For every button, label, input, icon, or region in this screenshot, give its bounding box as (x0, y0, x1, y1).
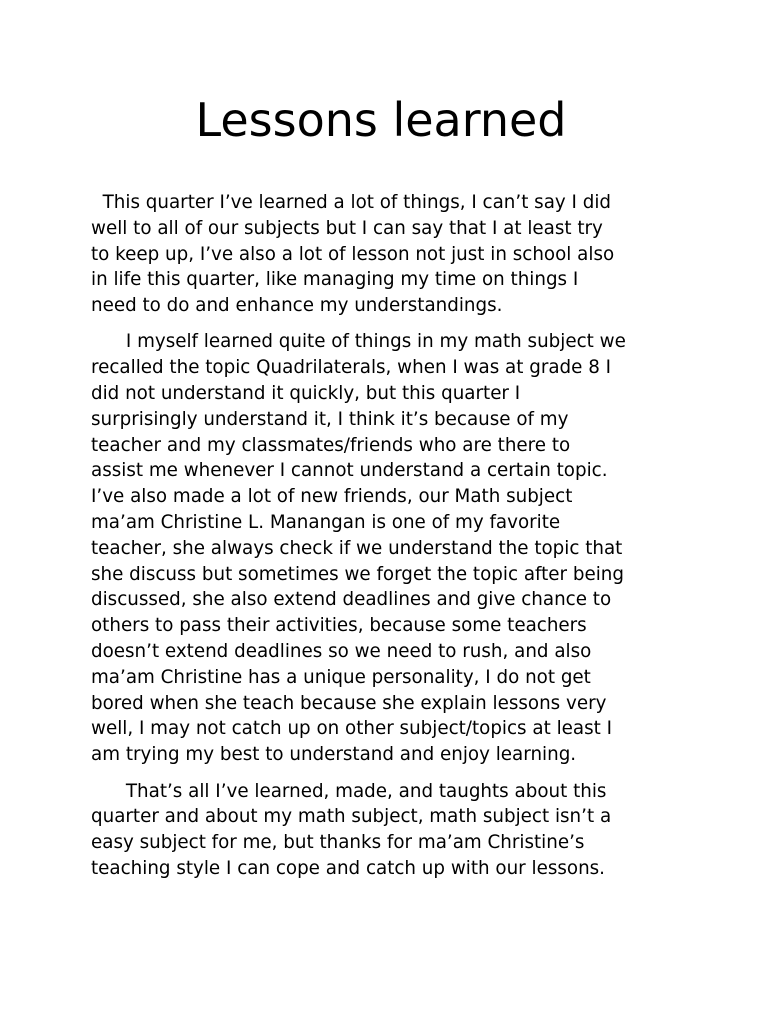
text-line: others to pass their activities, because some teachers (91, 615, 587, 637)
text-line: assist me whenever I cannot understand a certain topic. (91, 460, 608, 482)
text-line: That’s all I’ve learned, made, and taughts about this (91, 780, 607, 802)
text-line: teacher, she always check if we understand the topic that (91, 537, 623, 559)
text-line: to keep up, I’ve also a lot of lesson not just in school also (91, 243, 615, 265)
body-paragraph-3 (91, 779, 691, 882)
text-line: surprisingly understand it, I think it’s because of my (91, 408, 569, 430)
page-title: Lessons learned (195, 93, 567, 147)
text-line: ma’am Christine has a unique personality, I do not get (91, 666, 591, 688)
text-line: teaching style I can cope and catch up with our lessons. (91, 857, 605, 879)
text-line: I myself learned quite of things in my math subject we (91, 331, 626, 353)
text-line: teacher and my classmates/friends who are there to (91, 434, 571, 456)
text-line: ma’am Christine L. Manangan is one of my favorite (91, 512, 561, 534)
body-paragraph-1 (91, 190, 691, 319)
text-line: well, I may not catch up on other subject/topics at least I (91, 718, 612, 740)
text-line: discussed, she also extend deadlines and give chance to (91, 589, 612, 611)
text-line: I’ve also made a lot of new friends, our Math subject (91, 486, 573, 508)
text-line: am trying my best to understand and enjoy learning. (91, 744, 577, 766)
text-line: well to all of our subjects but I can say that I at least try (91, 217, 603, 239)
body-paragraph-2 (91, 329, 691, 768)
text-line: This quarter I’ve learned a lot of things, I can’t say I did (91, 192, 612, 213)
text-line: doesn’t extend deadlines so we need to rush, and also (91, 641, 592, 663)
text-line: in life this quarter, like managing my time on things I (91, 269, 579, 291)
text-line: need to do and enhance my understandings. (91, 295, 503, 317)
text-line: easy subject for me, but thanks for ma’am Christine’s (91, 832, 585, 854)
text-line: did not understand it quickly, but this quarter I (91, 383, 521, 405)
text-line: she discuss but sometimes we forget the topic after being (91, 563, 624, 585)
text-line: recalled the topic Quadrilaterals, when I was at grade 8 I (91, 357, 612, 379)
text-line: quarter and about my math subject, math subject isn’t a (91, 806, 612, 828)
document-body (91, 190, 691, 882)
text-line: bored when she teach because she explain lessons very (91, 692, 607, 714)
